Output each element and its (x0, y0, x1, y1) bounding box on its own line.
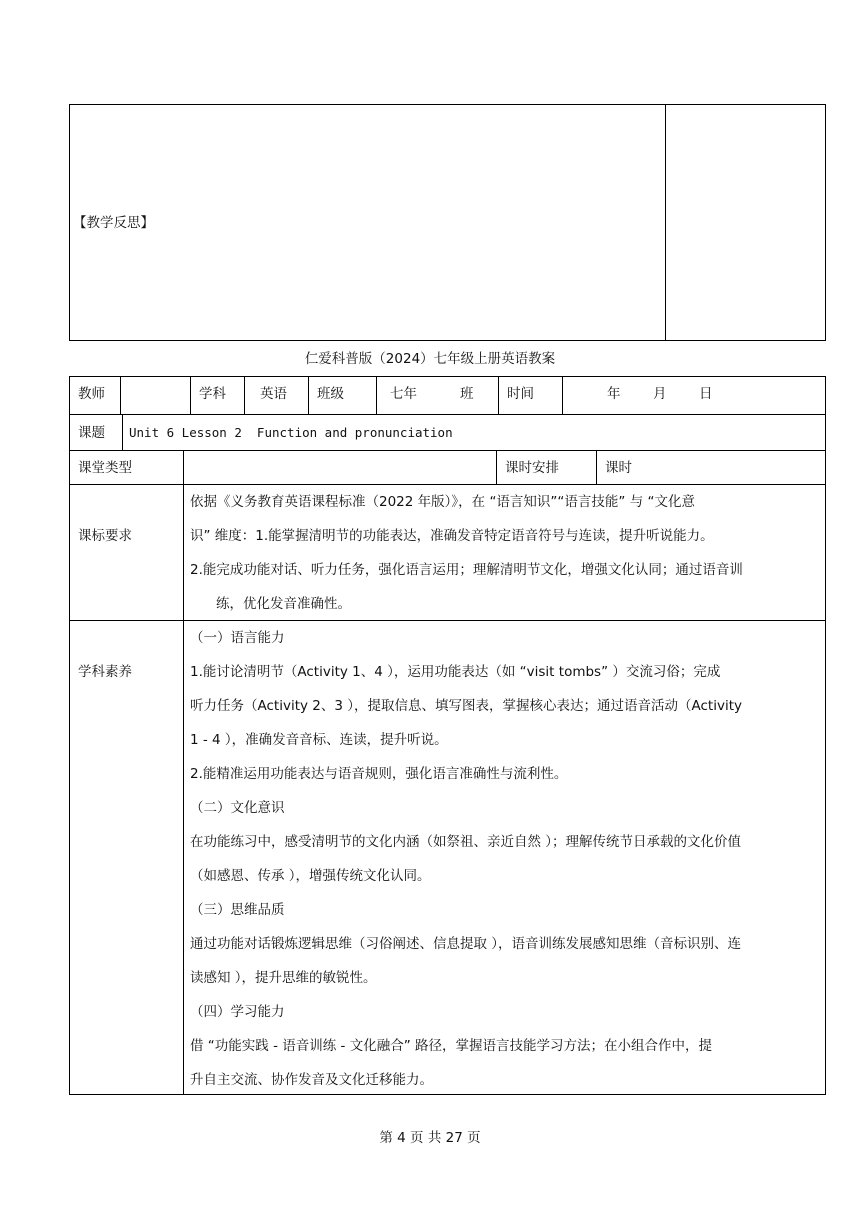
page-number: 第 4 页 共 27 页 (379, 1130, 481, 1146)
literacy-heading-thinking: （三）思维品质 (190, 902, 285, 918)
time-year: 年 (607, 386, 621, 402)
class-label: 班级 (317, 386, 344, 402)
literacy-learning-line1: 借 “功能实践 - 语音训练 - 文化融合” 路径，掌握语言技能学习方法；在小组合作中，提 (190, 1038, 712, 1054)
standard-p1-line1: 依据《义务教育英语课程标准（2022 年版）》，在 “语言知识”“语言技能” 与 “文化意 (190, 494, 695, 510)
literacy-thinking-line1: 通过功能对话锻炼逻辑思维（习俗阐述、信息提取 ），语音训练发展感知思维（音标识别、连 (190, 936, 742, 952)
plan-title: 仁爱科普版（2024）七年级上册英语教案 (304, 351, 556, 367)
standard-p2-line1: 2.能完成功能对话、听力任务，强化语言运用；理解清明节文化，增强文化认同；通过语音训 (190, 562, 743, 578)
standard-p2-line2: 练，优化发音准确性。 (216, 596, 351, 612)
literacy-heading-language: （一）语言能力 (190, 630, 285, 646)
standard-label: 课标要求 (78, 528, 132, 544)
literacy-label: 学科素养 (78, 664, 132, 680)
literacy-language-line4: 2.能精准运用功能表达与语音规则，强化语言准确性与流利性。 (190, 766, 568, 782)
reflection-label: 【教学反思】 (73, 215, 154, 231)
teacher-label: 教师 (78, 386, 105, 402)
class-suffix: 班 (460, 386, 474, 402)
literacy-culture-line1: 在功能练习中，感受清明节的文化内涵（如祭祖、亲近自然 ）；理解传统节日承载的文化价值 (190, 834, 742, 850)
schedule-value: 课时 (605, 460, 632, 476)
literacy-language-line3: 1 - 4 ），准确发音音标、连读，提升听说。 (190, 732, 448, 748)
literacy-learning-line2: 升自主交流、协作发音及文化迁移能力。 (190, 1072, 433, 1088)
subject-label: 学科 (199, 386, 226, 402)
time-label: 时间 (507, 386, 534, 402)
subject-value: 英语 (260, 386, 287, 402)
standard-p1-line2: 识” 维度：1.能掌握清明节的功能表达，准确发音特定语音符号与连读，提升听说能力。 (190, 528, 714, 544)
time-day: 日 (699, 386, 713, 402)
literacy-culture-line2: （如感恩、传承 ），增强传统文化认同。 (190, 868, 431, 884)
time-month: 月 (653, 386, 667, 402)
literacy-language-line2: 听力任务（Activity 2、3 ），提取信息、填写图表，掌握核心表达；通过语音活动（Activity (190, 698, 742, 714)
literacy-heading-culture: （二）文化意识 (190, 800, 285, 816)
topic-value: Unit 6 Lesson 2 Function and pronunciation (129, 425, 453, 440)
class-grade: 七年 (390, 386, 417, 402)
class-type-label: 课堂类型 (78, 460, 132, 476)
schedule-label: 课时安排 (505, 460, 559, 476)
literacy-heading-learning: （四）学习能力 (190, 1004, 285, 1020)
literacy-language-line1: 1.能讨论清明节（Activity 1、4 ），运用功能表达（如 “visit tombs” ）交流习俗；完成 (190, 664, 721, 680)
literacy-thinking-line2: 读感知 ），提升思维的敏锐性。 (190, 970, 377, 986)
topic-label: 课题 (78, 425, 105, 441)
